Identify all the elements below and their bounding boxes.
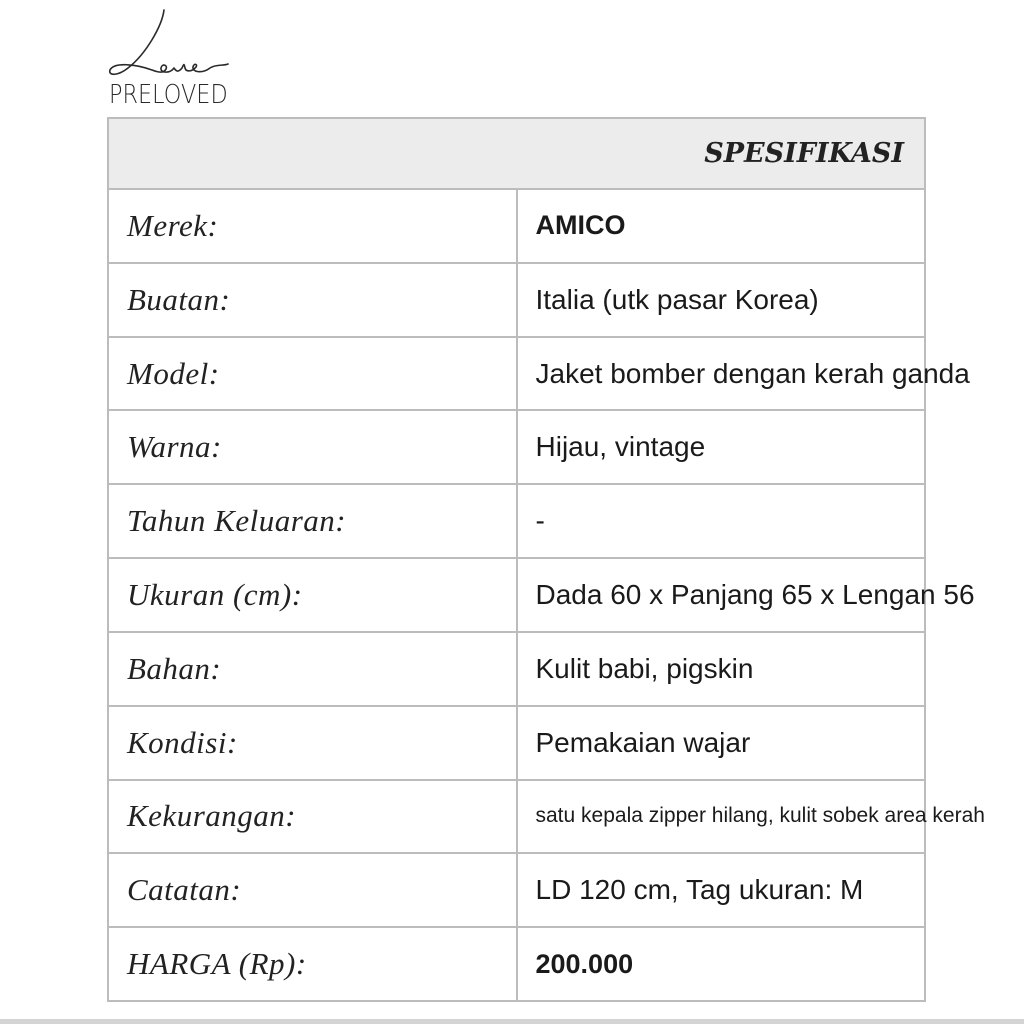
spec-body <box>108 189 985 1001</box>
spec-value: Dada 60 x Panjang 65 x Lengan 56 <box>517 558 926 632</box>
love-script-logo-icon <box>106 6 236 86</box>
spec-label: Ukuran (cm): <box>108 558 517 632</box>
bottom-divider <box>0 1019 1024 1024</box>
spec-value: Jaket bomber dengan kerah ganda <box>517 337 926 411</box>
table-row <box>108 189 925 263</box>
spec-label: Merek: <box>108 189 517 263</box>
spec-value: Kulit babi, pigskin <box>517 632 926 706</box>
spec-label: Bahan: <box>108 632 517 706</box>
table-row <box>108 853 925 927</box>
spec-label: Catatan: <box>108 853 517 927</box>
table-row <box>108 410 925 484</box>
table-row <box>108 706 925 780</box>
spec-value: satu kepala zipper hilang, kulit sobek area kerah <box>517 780 926 854</box>
spec-value: LD 120 cm, Tag ukuran: M <box>517 853 926 927</box>
table-row <box>108 558 925 632</box>
table-row <box>108 632 925 706</box>
spec-label: Buatan: <box>108 263 517 337</box>
spec-label: Model: <box>108 337 517 411</box>
table-row <box>108 337 925 411</box>
table-row <box>108 263 925 337</box>
spec-value: AMICO <box>517 189 926 263</box>
spec-label: HARGA (Rp): <box>108 927 517 1001</box>
table-row <box>108 927 925 1001</box>
brand-logo <box>106 6 236 110</box>
preloved-wordmark: PRELOVED <box>109 80 228 110</box>
spec-value: 200.000 <box>517 927 926 1001</box>
table-header-row <box>108 118 925 189</box>
spec-label: Kondisi: <box>108 706 517 780</box>
table-row <box>108 780 925 854</box>
specification-table <box>107 117 985 1002</box>
table-row <box>108 484 925 558</box>
spec-label: Tahun Keluaran: <box>108 484 517 558</box>
spec-value: Italia (utk pasar Korea) <box>517 263 926 337</box>
spec-label: Kekurangan: <box>108 780 517 854</box>
spec-value: Hijau, vintage <box>517 410 926 484</box>
spec-title: SPESIFIKASI <box>108 118 925 189</box>
spec-value: Pemakaian wajar <box>517 706 926 780</box>
spec-label: Warna: <box>108 410 517 484</box>
spec-value: - <box>517 484 926 558</box>
